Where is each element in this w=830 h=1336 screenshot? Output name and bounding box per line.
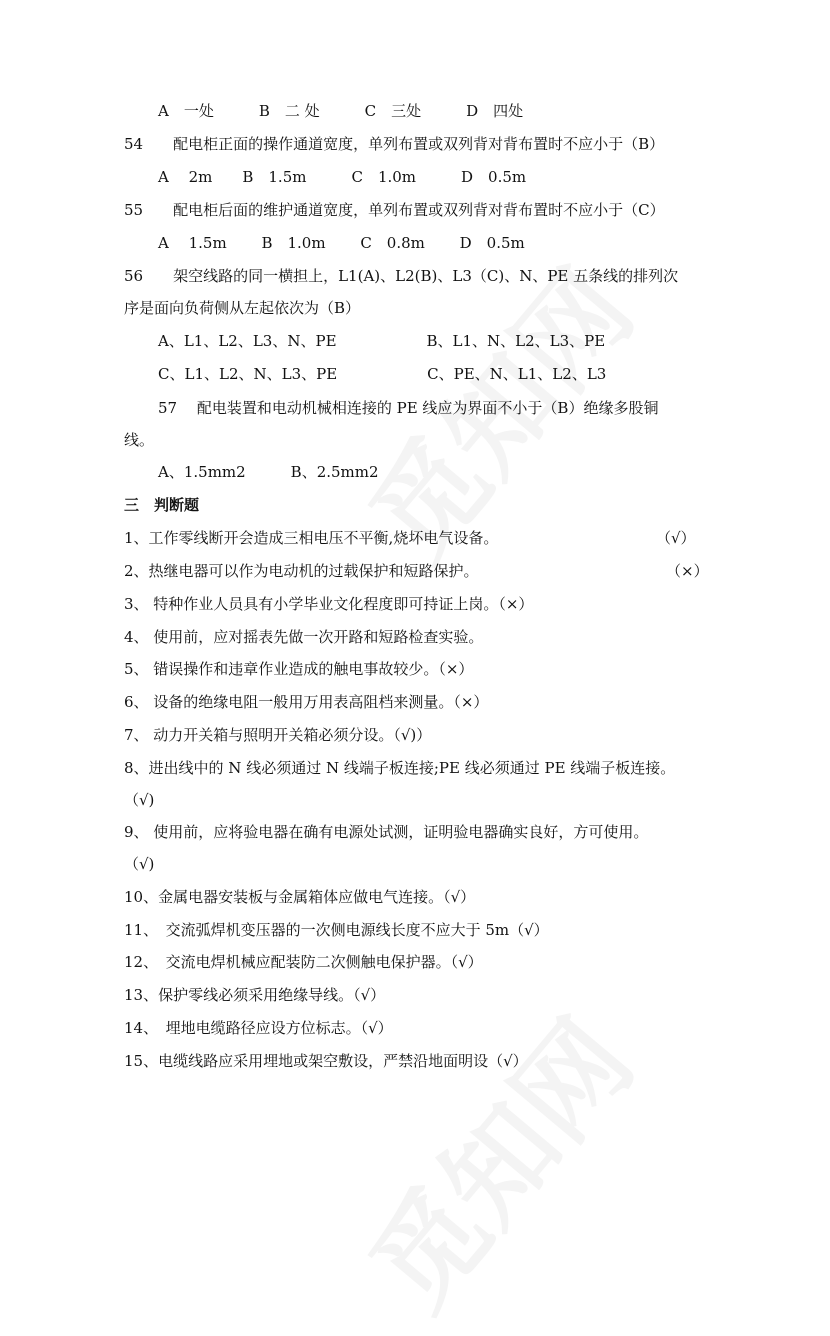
judge-item-9: 9、 使用前，应将验电器在确有电源处试测，证明验电器确实良好，方可使用。: [124, 823, 649, 841]
section-heading: 三 判断题: [124, 496, 200, 514]
judge-item-9-answer: （√): [124, 855, 155, 873]
option-line: A、L1、L2、L3、N、PE B、L1、N、L2、L3、PE: [158, 332, 606, 350]
judge-item-10: 10、金属电器安装板与金属箱体应做电气连接。（√）: [124, 888, 476, 906]
judge-answer-2: （×）: [666, 562, 709, 580]
question-56: 56 架空线路的同一横担上，L1(A)、L2(B)、L3（C)、N、PE 五条线的排列次: [124, 267, 679, 285]
option-line: A 2m B 1.5m C 1.0m D 0.5m: [158, 168, 527, 186]
option-line: C、L1、L2、N、L3、PE C、PE、N、L1、L2、L3: [158, 365, 607, 383]
judge-item-6: 6、 设备的绝缘电阻一般用万用表高阻档来测量。（×）: [124, 693, 489, 711]
judge-item-13: 13、保护零线必须采用绝缘导线。（√）: [124, 986, 386, 1004]
question-56-continued: 序是面向负荷侧从左起依次为（B）: [124, 299, 361, 317]
judge-item-14: 14、 埋地电缆路径应设方位标志。（√）: [124, 1019, 393, 1037]
question-55: 55 配电柜后面的维护通道宽度，单列布置或双列背对背布置时不应小于（C）: [124, 201, 665, 219]
judge-item-15: 15、电缆线路应采用埋地或架空敷设，严禁沿地面明设（√）: [124, 1052, 528, 1070]
judge-item-8: 8、进出线中的 N 线必须通过 N 线端子板连接;PE 线必须通过 PE 线端子板连接。: [124, 759, 676, 777]
judge-answer-1: （√）: [656, 529, 696, 547]
question-57: 57 配电装置和电动机械相连接的 PE 线应为界面不小于（B）绝缘多股铜: [158, 399, 659, 417]
option-line: A、1.5mm2 B、2.5mm2: [158, 463, 379, 481]
judge-item-2: 2、热继电器可以作为电动机的过载保护和短路保护。: [124, 562, 479, 580]
question-57-continued: 线。: [124, 431, 155, 449]
judge-item-3: 3、 特种作业人员具有小学毕业文化程度即可持证上岗。（×）: [124, 595, 534, 613]
judge-item-7: 7、 动力开关箱与照明开关箱必须分设。（√)）: [124, 726, 432, 744]
judge-item-4: 4、 使用前，应对摇表先做一次开路和短路检查实验。: [124, 628, 484, 646]
judge-item-5: 5、 错误操作和违章作业造成的触电事故较少。（×）: [124, 660, 474, 678]
option-line: A 1.5m B 1.0m C 0.8m D 0.5m: [158, 234, 525, 252]
judge-item-11: 11、 交流弧焊机变压器的一次侧电源线长度不应大于 5m（√）: [124, 921, 549, 939]
judge-item-12: 12、 交流电焊机械应配装防二次侧触电保护器。（√）: [124, 953, 483, 971]
question-54: 54 配电柜正面的操作通道宽度，单列布置或双列背对背布置时不应小于（B）: [124, 135, 665, 153]
judge-item-8-answer: （√): [124, 791, 155, 809]
option-line: A 一处 B 二 处 C 三处 D 四处: [158, 102, 524, 120]
judge-item-1: 1、工作零线断开会造成三相电压不平衡,烧坏电气设备。: [124, 529, 499, 547]
